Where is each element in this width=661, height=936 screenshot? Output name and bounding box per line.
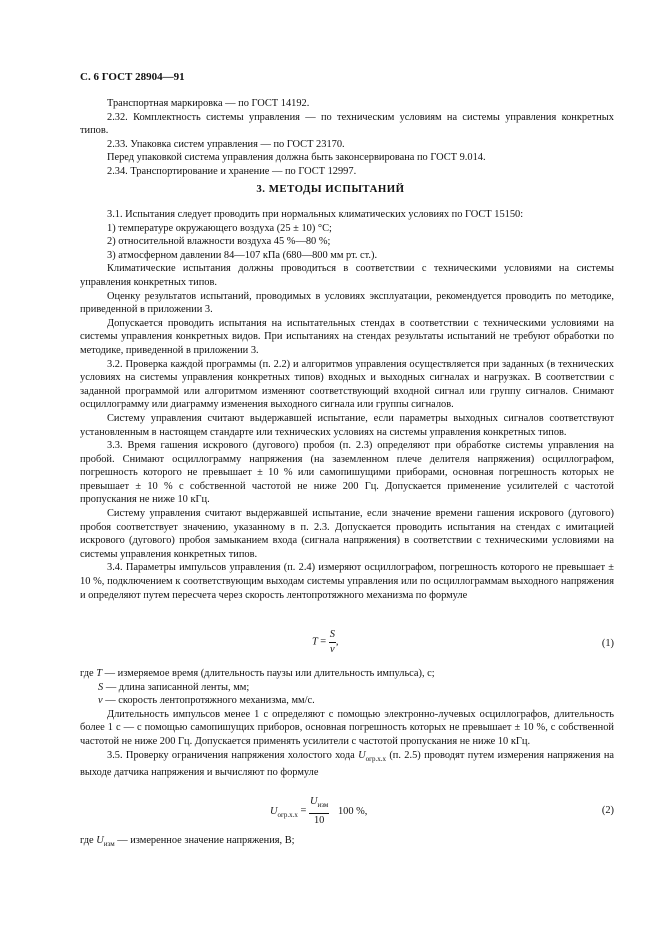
formula-eq: = — [320, 636, 327, 648]
paragraph: Систему управления считают выдержавшей испытание, если параметры выходных сигналов соответствуют установленным в настоящем стандарте или технических условиях на системы управления конкретных типов. — [80, 412, 614, 438]
fraction-numerator — [309, 795, 329, 814]
formula-1 — [80, 628, 614, 658]
list-item: 3) атмосферном давлении 84—107 кПа (680—800 мм рт. ст.). — [107, 249, 378, 261]
symbol: U — [270, 805, 278, 817]
paragraph: Климатические испытания должны проводиться в соответствии с техническими условиями на системы управления конкретных типов. — [80, 263, 614, 288]
formula-fraction — [309, 795, 329, 827]
paragraph: 3.1. Испытания следует проводить при нормальных климатических условиях по ГОСТ 15150: — [107, 209, 524, 220]
where-prefix: где — [80, 668, 94, 679]
paragraph: 3.4. Параметры импульсов управления (п. 2.4) измеряют осциллографом, погрешность которого не превышает ± 10 %, подключением к соответствующим выходам системы управления или по осциллограммам выходного напряжения и определяют путем пересчета через скорость лентопротяжного механизма по формуле — [80, 562, 614, 601]
where-text: — длина записанной ленты, мм; — [105, 681, 250, 693]
list-item: 1) температуре окружающего воздуха (25 ± 10) °С; — [107, 222, 332, 234]
symbol: T — [96, 668, 103, 679]
symbol: U — [96, 835, 104, 846]
subscript: изм — [317, 801, 329, 810]
where-line — [80, 694, 614, 708]
where-text: — измеряемое время (длительность паузы или длительность импульса), с; — [104, 668, 435, 679]
paragraph: 3.2. Проверка каждой программы (п. 2.2) и алгоритмов управления осуществляется при заданных (в технических условиях на системы управления конкретных типов) входных и выходных сигналах и нагрузках. В соответствии с заданной программой или алгоритмом изменяют соответствующий входной сигнал или группу сигналов. Снимают осциллограмму или диаграмму изменения выходного сигнала или группы сигналов. — [80, 358, 614, 411]
symbol: v — [98, 695, 103, 707]
where-text: — измеренное значение напряжения, В; — [117, 835, 295, 846]
where-line — [80, 667, 614, 681]
paragraph: 2.33. Упаковка систем управления — по ГОСТ 23170. — [107, 138, 345, 150]
paragraph: Длительность импульсов менее 1 с определяют с помощью электронно-лучевых осциллографов, длительность более 1 с — с помощью самопишущих приборов, основная погрешность которых не превышает ± 10 %, с собственной частотой не ниже 200 Гц. Допускается применять усилители с частотой пропускания не ниже 10 кГц. — [80, 708, 614, 747]
symbol: S — [98, 681, 104, 693]
fraction-denominator: 10 — [313, 814, 325, 826]
formula-lhs — [270, 806, 298, 817]
formula-number: (2) — [601, 805, 614, 816]
fraction-denominator: v — [329, 643, 335, 655]
symbol: U — [358, 749, 366, 761]
symbol: U — [309, 796, 318, 807]
paragraph: Допускается проводить испытания на испытательных стендах в соответствии с техническими условиями на системы управления конкретных видов. При испытаниях на стендах результаты испытаний не требуют обработки по методике, приведенной в приложении 3. — [80, 317, 614, 356]
formula-fraction — [329, 628, 336, 656]
where-block-2 — [80, 834, 614, 852]
list-item: 2) относительной влажности воздуха 45 %—80 %; — [107, 236, 331, 248]
where-block-1 — [80, 667, 614, 780]
top-block — [80, 97, 614, 179]
subscript: изм — [103, 840, 115, 849]
paragraph: 3.3. Время гашения искрового (дугового) пробоя (п. 2.3) определяют при обработке системы управления на пробой. Снимают осциллограмму напряжения (на заземленном плече делителя напряжения) осциллографом, погрешность которого не превышает ± 10 % или самопишущими приборами, основная погрешность которых не превышает ± 10 % с собственной частотой не ниже 200 Гц. Допускается применение усилителей с частотой пропускания не ниже 10 кГц. — [80, 440, 614, 506]
where-line — [80, 834, 614, 852]
paragraph: Транспортная маркировка — по ГОСТ 14192. — [107, 98, 310, 109]
subscript: огр.х.х — [277, 810, 298, 819]
paragraph: 2.34. Транспортирование и хранение — по ГОСТ 12997. — [107, 165, 357, 177]
subscript: огр.х.х — [365, 754, 386, 763]
formula-tail: , — [335, 636, 339, 648]
formula-eq: = — [300, 805, 307, 817]
formula-number: (1) — [601, 638, 614, 649]
text-run: 3.5. Проверку ограничения напряжения холостого хода — [107, 749, 355, 761]
fraction-numerator: S — [329, 628, 336, 643]
paragraph: Оценку результатов испытаний, проводимых в условиях эксплуатации, рекомендуется проводить по методике, приведенной в приложении 3. — [80, 290, 614, 316]
where-prefix: где — [80, 835, 94, 846]
text-run: (п. 2.5) проводят путем измерения напряжения на выходе датчика напряжения и вычисляют по формуле — [80, 749, 614, 779]
formula-lhs: T — [312, 636, 318, 648]
formula-tail: 100 %, — [337, 805, 368, 817]
section-body — [80, 208, 614, 602]
paragraph: 2.32. Комплектность системы управления — по техническим условиям на системы управления конкретных типов. — [80, 111, 614, 137]
page-header: С. 6 ГОСТ 28904—91 — [80, 71, 185, 83]
paragraph: Систему управления считают выдержавшей испытание, если значение времени гашения искрового (дугового) пробоя соответствует значению, указанному в п. 2.3. Допускается проводить испытания на стендах с имитацией искрового (дугового) пробоя замыканием входа (сигнала напряжения) в соответствии с техническими условиями на системы управления конкретных типов. — [80, 508, 614, 560]
paragraph — [80, 749, 614, 780]
paragraph: Перед упаковкой система управления должна быть законсервирована по ГОСТ 9.014. — [107, 152, 486, 164]
formula-2 — [80, 795, 614, 825]
where-line — [80, 681, 614, 695]
where-text: — скорость лентопротяжного механизма, мм/с. — [105, 695, 315, 707]
section-title: 3. МЕТОДЫ ИСПЫТАНИЙ — [256, 183, 405, 195]
